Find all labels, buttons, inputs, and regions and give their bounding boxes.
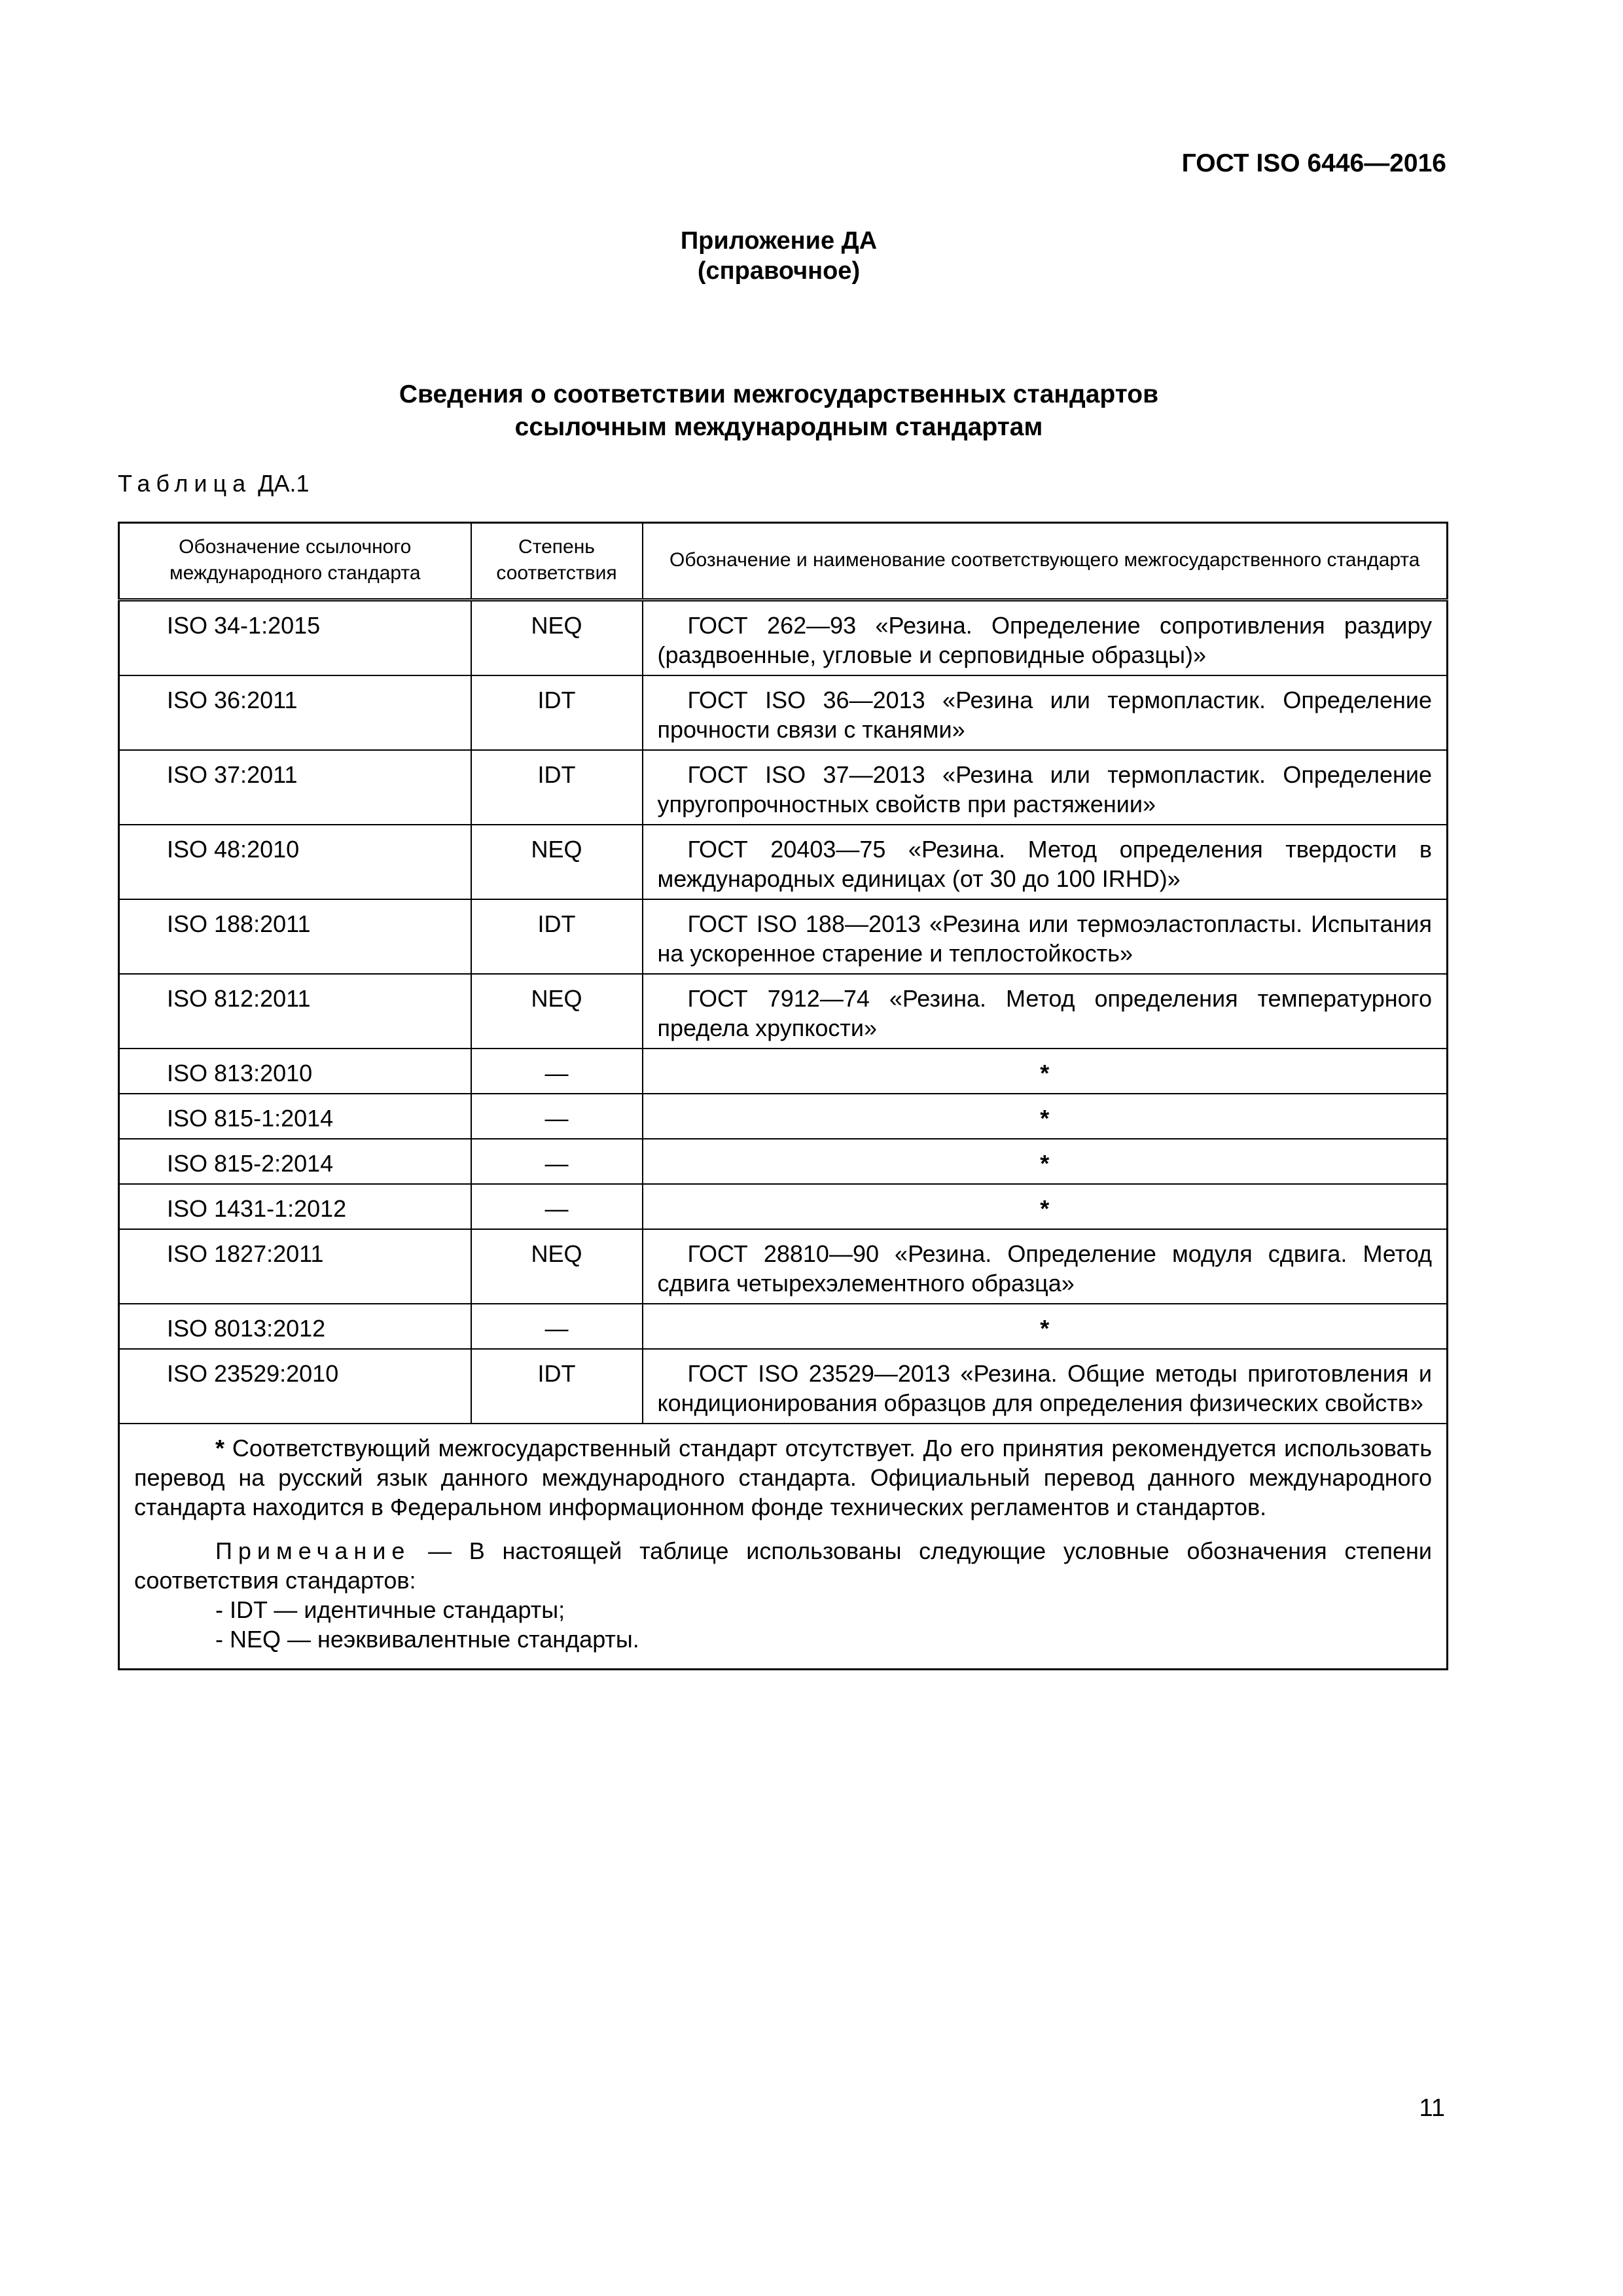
interstate-standard-name: [643, 825, 1448, 899]
interstate-standard-text: ГОСТ 28810—90 «Резина. Определение модуля сдвига. Метод сдвига четырехэлементного образца»: [657, 1240, 1432, 1297]
table-row: [119, 750, 1448, 825]
degree-of-correspondence: —: [471, 1184, 643, 1229]
note-label: Примечание: [215, 1537, 411, 1564]
interstate-standard-name: *: [643, 1049, 1448, 1094]
interstate-standard-name: *: [643, 1094, 1448, 1139]
table-caption-label: Таблица: [118, 470, 252, 497]
header-intl-standard: Обозначение ссылочного международного стандарта: [119, 523, 471, 600]
table-row: [119, 1184, 1448, 1229]
intl-standard-code: ISO 37:2011: [119, 750, 471, 825]
intl-standard-code: ISO 188:2011: [119, 899, 471, 974]
degree-of-correspondence: IDT: [471, 675, 643, 750]
intl-standard-code: ISO 1431-1:2012: [119, 1184, 471, 1229]
footnote: [134, 1433, 1432, 1522]
interstate-standard-text: ГОСТ ISO 23529—2013 «Резина. Общие методы приготовления и кондиционирования образцов для определения физических свойств»: [657, 1360, 1432, 1416]
intl-standard-code: ISO 23529:2010: [119, 1349, 471, 1424]
interstate-standard-name: [643, 1349, 1448, 1424]
interstate-standard-text: ГОСТ ISO 188—2013 «Резина или термоэластопласты. Испытания на ускоренное старение и теплостойкость»: [657, 910, 1432, 967]
note: [134, 1536, 1432, 1595]
degree-of-correspondence: —: [471, 1304, 643, 1349]
intl-standard-code: ISO 812:2011: [119, 974, 471, 1049]
interstate-standard-name: [643, 600, 1448, 676]
intl-standard-code: ISO 8013:2012: [119, 1304, 471, 1349]
interstate-standard-name: [643, 1229, 1448, 1304]
note-item: - NEQ — неэквивалентные стандарты.: [215, 1626, 639, 1653]
degree-of-correspondence: IDT: [471, 750, 643, 825]
intl-standard-code: ISO 815-2:2014: [119, 1139, 471, 1184]
interstate-standard-name: [643, 899, 1448, 974]
intl-standard-code: ISO 1827:2011: [119, 1229, 471, 1304]
intl-standard-code: ISO 34-1:2015: [119, 600, 471, 676]
interstate-standard-text: ГОСТ 7912—74 «Резина. Метод определения температурного предела хрупкости»: [657, 985, 1432, 1041]
section-title: [0, 378, 1558, 444]
table-row: [119, 600, 1448, 676]
note-text: — В настоящей таблице использованы следующие условные обозначения степени соответствия стандартов:: [134, 1537, 1432, 1594]
interstate-standard-text: ГОСТ 20403—75 «Резина. Метод определения твердости в международных единицах (от 30 до 100 IRHD)»: [657, 836, 1432, 892]
table-row: [119, 1349, 1448, 1424]
interstate-standard-text: ГОСТ ISO 37—2013 «Резина или термопластик. Определение упругопрочностных свойств при растяжении»: [657, 761, 1432, 817]
table-row: [119, 825, 1448, 899]
table-row: [119, 974, 1448, 1049]
degree-of-correspondence: IDT: [471, 1349, 643, 1424]
table-row: [119, 1304, 1448, 1349]
table-footer-row: [119, 1424, 1448, 1670]
interstate-standard-text: ГОСТ 262—93 «Резина. Определение сопротивления раздиру (раздвоенные, угловые и серповидные образцы)»: [657, 612, 1432, 668]
interstate-standard-name: *: [643, 1139, 1448, 1184]
table-row: [119, 1229, 1448, 1304]
degree-of-correspondence: —: [471, 1049, 643, 1094]
intl-standard-code: ISO 815-1:2014: [119, 1094, 471, 1139]
page-number: 11: [1419, 2094, 1445, 2122]
interstate-standard-text: ГОСТ ISO 36—2013 «Резина или термопластик. Определение прочности связи с тканями»: [657, 687, 1432, 743]
interstate-standard-name: [643, 974, 1448, 1049]
degree-of-correspondence: —: [471, 1139, 643, 1184]
table-row: [119, 1049, 1448, 1094]
header-degree: Степень соответствия: [471, 523, 643, 600]
section-title-line1: Сведения о соответствии межгосударственных стандартов: [399, 380, 1159, 408]
intl-standard-code: ISO 48:2010: [119, 825, 471, 899]
degree-of-correspondence: NEQ: [471, 600, 643, 676]
intl-standard-code: ISO 813:2010: [119, 1049, 471, 1094]
interstate-standard-name: *: [643, 1304, 1448, 1349]
interstate-standard-name: *: [643, 1184, 1448, 1229]
table-caption-number: ДА.1: [251, 470, 310, 497]
table-row: [119, 675, 1448, 750]
header-interstate-standard: Обозначение и наименование соответствующего межгосударственного стандарта: [643, 523, 1448, 600]
table-row: [119, 1094, 1448, 1139]
degree-of-correspondence: —: [471, 1094, 643, 1139]
degree-of-correspondence: NEQ: [471, 1229, 643, 1304]
degree-of-correspondence: NEQ: [471, 825, 643, 899]
intl-standard-code: ISO 36:2011: [119, 675, 471, 750]
section-title-line2: ссылочным международным стандартам: [514, 413, 1043, 441]
standards-table: [118, 522, 1448, 1670]
appendix-kind: (справочное): [697, 257, 861, 285]
degree-of-correspondence: IDT: [471, 899, 643, 974]
table-footer: [119, 1424, 1448, 1670]
footnote-mark: *: [215, 1435, 225, 1462]
footnote-text: Соответствующий межгосударственный стандарт отсутствует. До его принятия рекомендуется использовать перевод на русский язык данного международного стандарта. Официальный перевод данного международного стандарта находится в Федеральном информационном фонде технических регламентов и стандартов.: [134, 1435, 1432, 1520]
appendix-heading: [0, 226, 1558, 286]
degree-of-correspondence: NEQ: [471, 974, 643, 1049]
table-header-row: [119, 523, 1448, 600]
interstate-standard-name: [643, 750, 1448, 825]
table-row: [119, 1139, 1448, 1184]
note-item: - IDT — идентичные стандарты;: [215, 1596, 565, 1623]
interstate-standard-name: [643, 675, 1448, 750]
table-row: [119, 899, 1448, 974]
appendix-title: Приложение ДА: [680, 227, 878, 255]
table-body: [119, 600, 1448, 1424]
table-caption: [118, 470, 310, 497]
document-code: ГОСТ ISO 6446—2016: [1181, 149, 1446, 177]
